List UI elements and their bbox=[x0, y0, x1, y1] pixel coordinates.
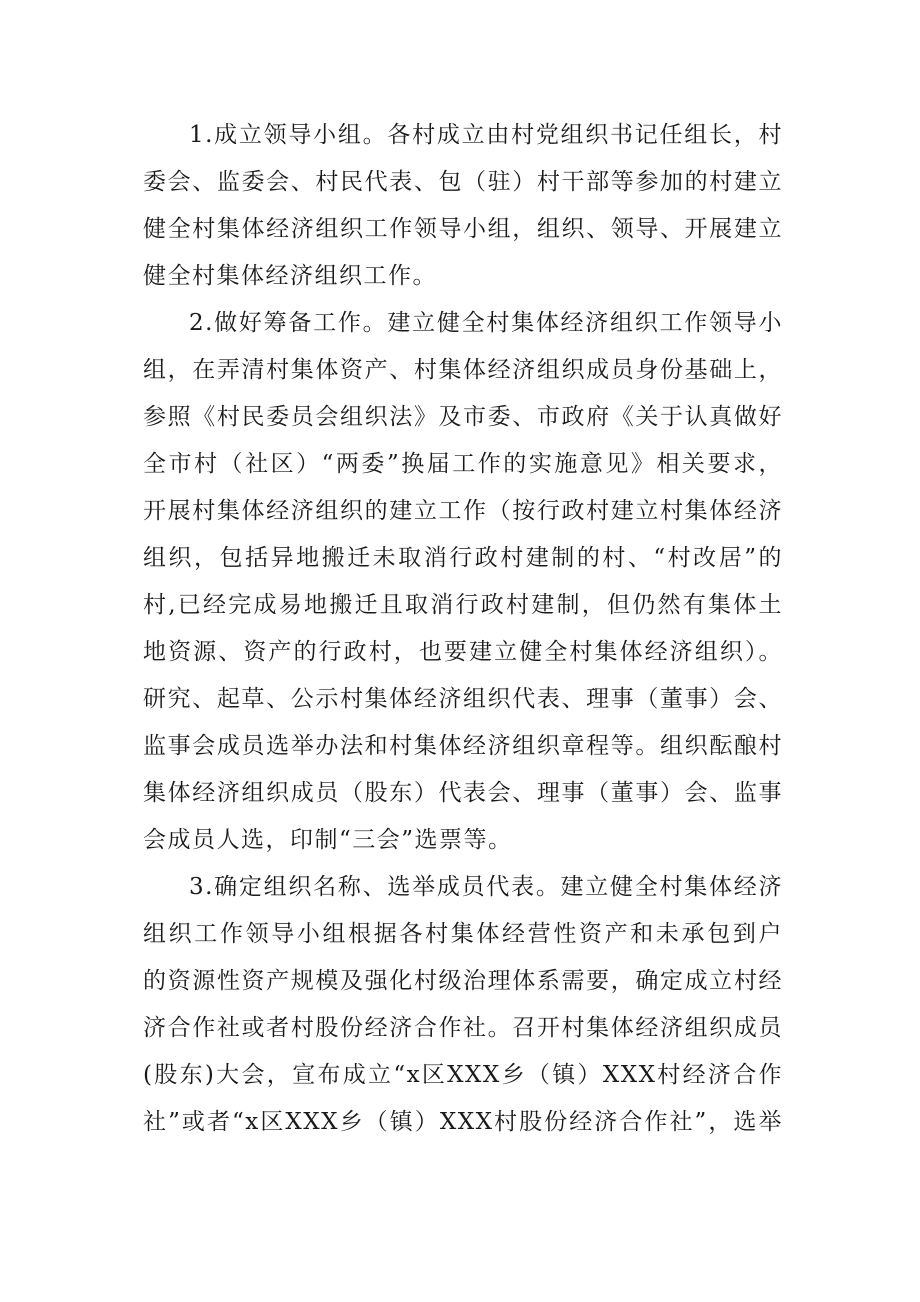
text-line: 1.成立领导小组。各村成立由村党组织书记任组长，村 bbox=[189, 122, 783, 148]
text-line: 委会、监委会、村民代表、包（驻）村干部等参加的村建立 bbox=[143, 169, 783, 195]
text-line: 监事会成员选举办法和村集体经济组织章程等。组织酝酿村 bbox=[143, 733, 783, 759]
text-line: 研究、起草、公示村集体经济组织代表、理事（董事）会、 bbox=[143, 686, 783, 712]
text-line: 健全村集体经济组织工作领导小组，组织、领导、开展建立 bbox=[143, 216, 783, 242]
paragraph-1 bbox=[143, 112, 783, 300]
text-line: 村,已经完成易地搬迁且取消行政村建制，但仍然有集体土 bbox=[143, 592, 783, 618]
text-line: 济合作社或者村股份经济合作社。召开村集体经济组织成员 bbox=[143, 1015, 783, 1041]
text-line: 3.确定组织名称、选举成员代表。建立健全村集体经济 bbox=[189, 874, 783, 900]
text-line: 健全村集体经济组织工作。 bbox=[143, 263, 437, 289]
text-line: 地资源、资产的行政村，也要建立健全村集体经济组织）。 bbox=[143, 639, 783, 665]
text-line: 会成员人选，印制“三会”选票等。 bbox=[143, 827, 513, 853]
text-line: 参照《村民委员会组织法》及市委、市政府《关于认真做好 bbox=[143, 404, 783, 430]
text-line: 2.做好筹备工作。建立健全村集体经济组织工作领导小 bbox=[189, 310, 783, 336]
text-line: (股东)大会，宣布成立“x区XXX乡（镇）XXX村经济合作 bbox=[143, 1062, 783, 1088]
document-body bbox=[143, 112, 783, 1146]
text-line: 的资源性资产规模及强化村级治理体系需要，确定成立村经 bbox=[143, 968, 783, 994]
text-line: 组织，包括异地搬迁未取消行政村建制的村、“村改居”的 bbox=[143, 545, 783, 571]
text-line: 组织工作领导小组根据各村集体经营性资产和未承包到户 bbox=[143, 921, 783, 947]
text-line: 全市村（社区）“两委”换届工作的实施意见》相关要求， bbox=[143, 451, 783, 477]
text-line: 开展村集体经济组织的建立工作（按行政村建立村集体经济 bbox=[143, 498, 783, 524]
paragraph-3 bbox=[143, 864, 783, 1146]
text-line: 集体经济组织成员（股东）代表会、理事（董事）会、监事 bbox=[143, 780, 783, 806]
text-line: 社”或者“x区XXX乡（镇）XXX村股份经济合作社”，选举 bbox=[143, 1109, 783, 1135]
text-line: 组，在弄清村集体资产、村集体经济组织成员身份基础上， bbox=[143, 357, 783, 383]
paragraph-2 bbox=[143, 300, 783, 864]
